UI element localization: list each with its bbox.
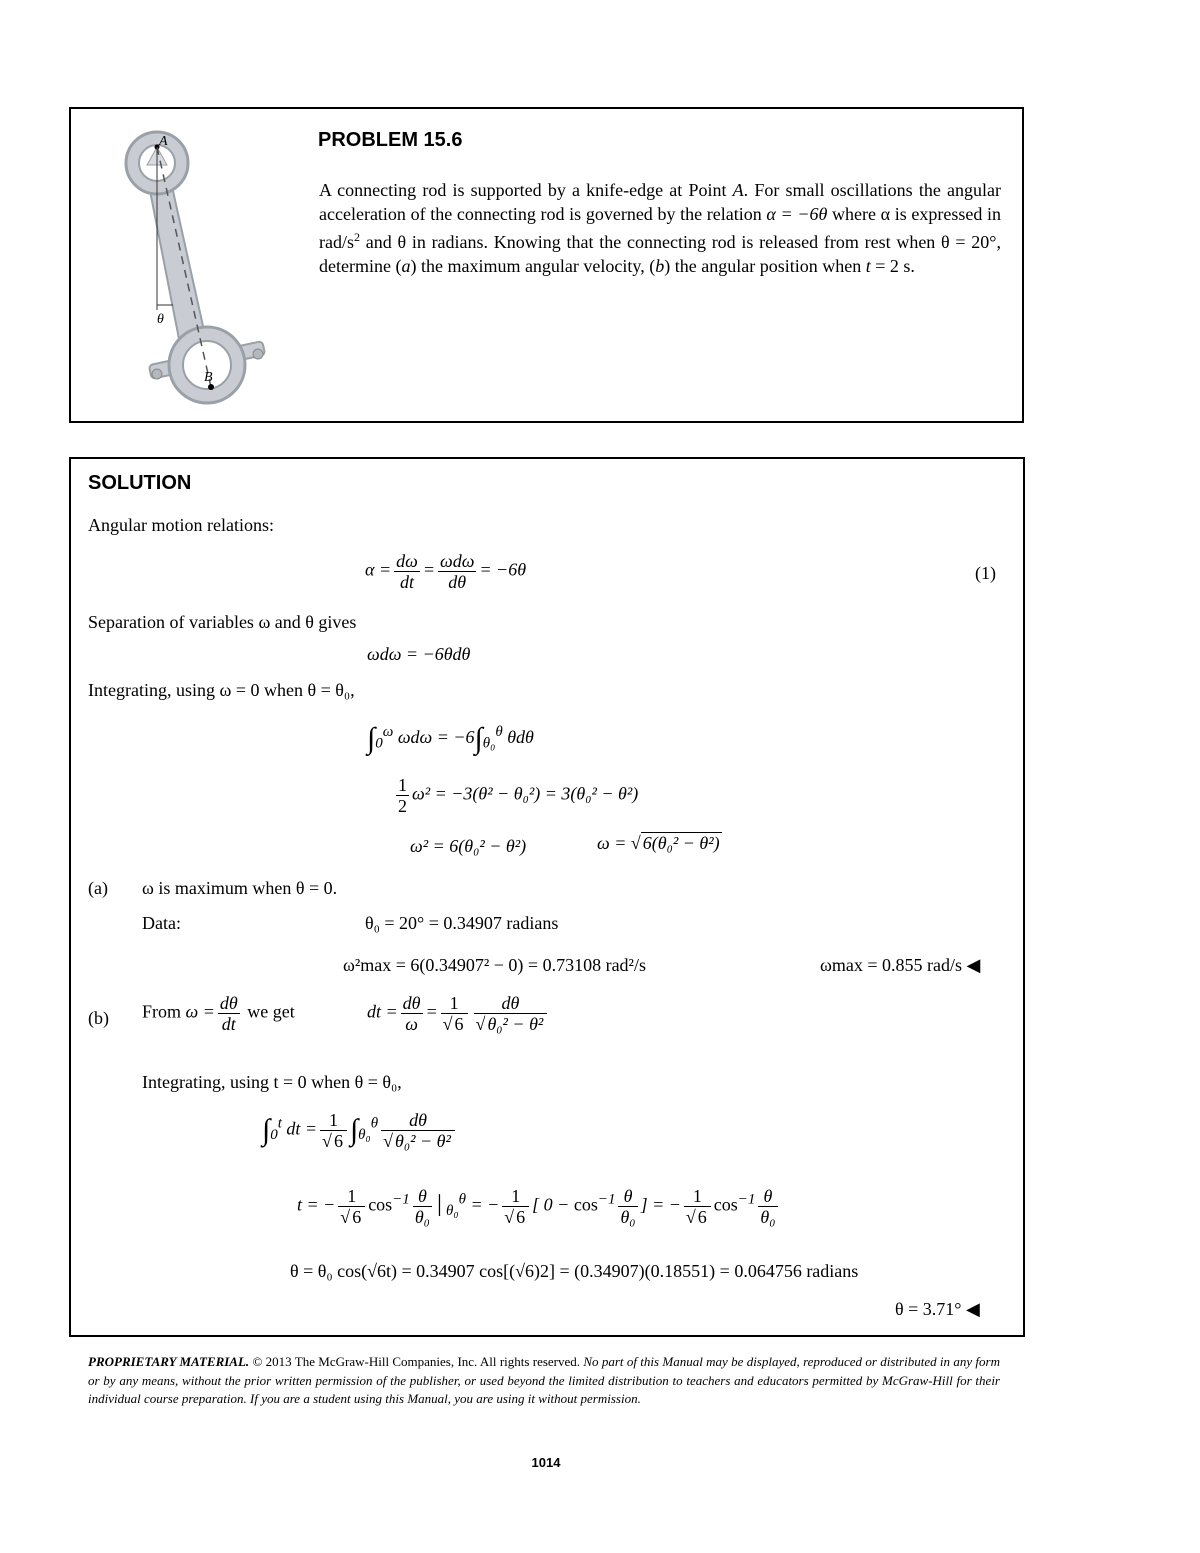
part-a-text: ω is maximum when θ = 0.: [142, 878, 338, 898]
equation-dt: dt = $\frac{d\theta}{\omega}$ = $\frac{1}{√ 6}$ $\frac{d\theta}{\text{√ θ₀² − θ²}}$: [367, 993, 550, 1034]
omega-max-answer: ωmax = 0.855 rad/s ◀: [820, 955, 981, 975]
problem-text: A connecting rod is supported by a knife-edge at Point A. For small oscillations the angular acceleration of the connecting rod is governed by the relation α = −6θ where α is expressed in rad/$s^2$ and θ in radians. Knowing that the connecting rod is released from rest when θ = 20°, determine (a) the maximum angular velocity, (b) the angular position when t = 2 s.: [319, 180, 1001, 276]
part-b-label: (b): [88, 1008, 109, 1028]
equation-1-number: (1): [975, 563, 996, 583]
theta-answer: θ = 3.71° ◀: [895, 1299, 980, 1319]
label-b: B: [204, 370, 213, 385]
equation-integral-1: $\int_0^\omega$ $\omega d\omega = -6\int_{\theta_0}^\theta$ θdθ: [367, 722, 534, 755]
problem-title: PROBLEM 15.6: [318, 129, 463, 151]
equation-omega: ω = √ 6(θ₀² − θ²): [597, 833, 720, 853]
equation-half-omega: $\frac{1}{2}$ ω² = −3(θ² − θ₀²) = 3(θ₀² − θ²): [398, 775, 639, 816]
equation-separation: ωdω = −6θdθ: [367, 644, 471, 664]
answer-arrow-icon: ◀: [966, 955, 981, 975]
equation-omega-sq: ω² = 6(θ₀² − θ²): [410, 836, 527, 856]
label-theta: θ: [157, 312, 164, 327]
part-a-label: (a): [88, 878, 108, 898]
separation-text: Separation of variables ω and θ gives: [88, 612, 357, 632]
page-number: 1014: [531, 1455, 561, 1470]
equation-from: From ω = $\frac{d\theta}{dt}$ we get: [142, 993, 295, 1034]
solution-title: SOLUTION: [88, 472, 192, 494]
equation-1: α = $\frac{d\omega}{dt}$ = $\frac{\text{ωdω}}{d\theta}$ = −6θ: [365, 551, 527, 592]
integrating-text-1: Integrating, using ω = 0 when θ = θ₀,: [88, 680, 355, 700]
integrating-text-2: Integrating, using t = 0 when θ = θ₀,: [142, 1072, 402, 1092]
data-label: Data:: [142, 913, 181, 933]
proprietary-notice: PROPRIETARY MATERIAL. © 2013 The McGraw-Hill Companies, Inc. All rights reserved. No part of this Manual may be displayed, reproduced or distributed in any form or by any means, without the prior written permission of the publisher, or used beyond the limited distribution to teachers and educators permitted by McGraw-Hill for their individual course preparation. If you are a student using this Manual, you are using it without permission.: [88, 1354, 1000, 1406]
connecting-rod-figure: [121, 125, 321, 409]
problem-box: [69, 107, 1024, 423]
angular-motion-label: Angular motion relations:: [88, 515, 274, 535]
omega-max-squared: ω²max = 6(0.34907² − 0) = 0.73108 rad²/s: [343, 955, 646, 975]
label-a: A: [159, 134, 168, 149]
equation-t: t = − $\frac{1}{√ 6}$ $\cos^{-1}$ $\frac{\theta}{\text{θ₀}}$ $│_{\theta_0}^\theta$ = − $\frac{1}{√ 6}$ [ $0 - \cos^{-1}$ $\frac{\theta}{\text{θ₀}}$ ] = − $\frac{1}{√ 6}$ $\cos^{-1}$ $\frac{\theta}{\text{θ₀}}$: [297, 1186, 776, 1227]
answer-arrow-icon: ◀: [965, 1299, 980, 1319]
equation-integral-2: $\int_0^t$ dt = $\frac{1}{√ 6}$ $\int_{\theta_0}^\theta$ $\frac{d\theta}{\text{√ θ₀² − θ²}}$: [262, 1110, 458, 1151]
data-value: θ₀ = 20° = 0.34907 radians: [365, 913, 559, 933]
theta-calculation: θ = θ₀ cos(√6t) = 0.34907 cos[(√6)2] = (0.34907)(0.18551) = 0.064756 radians: [290, 1261, 859, 1281]
